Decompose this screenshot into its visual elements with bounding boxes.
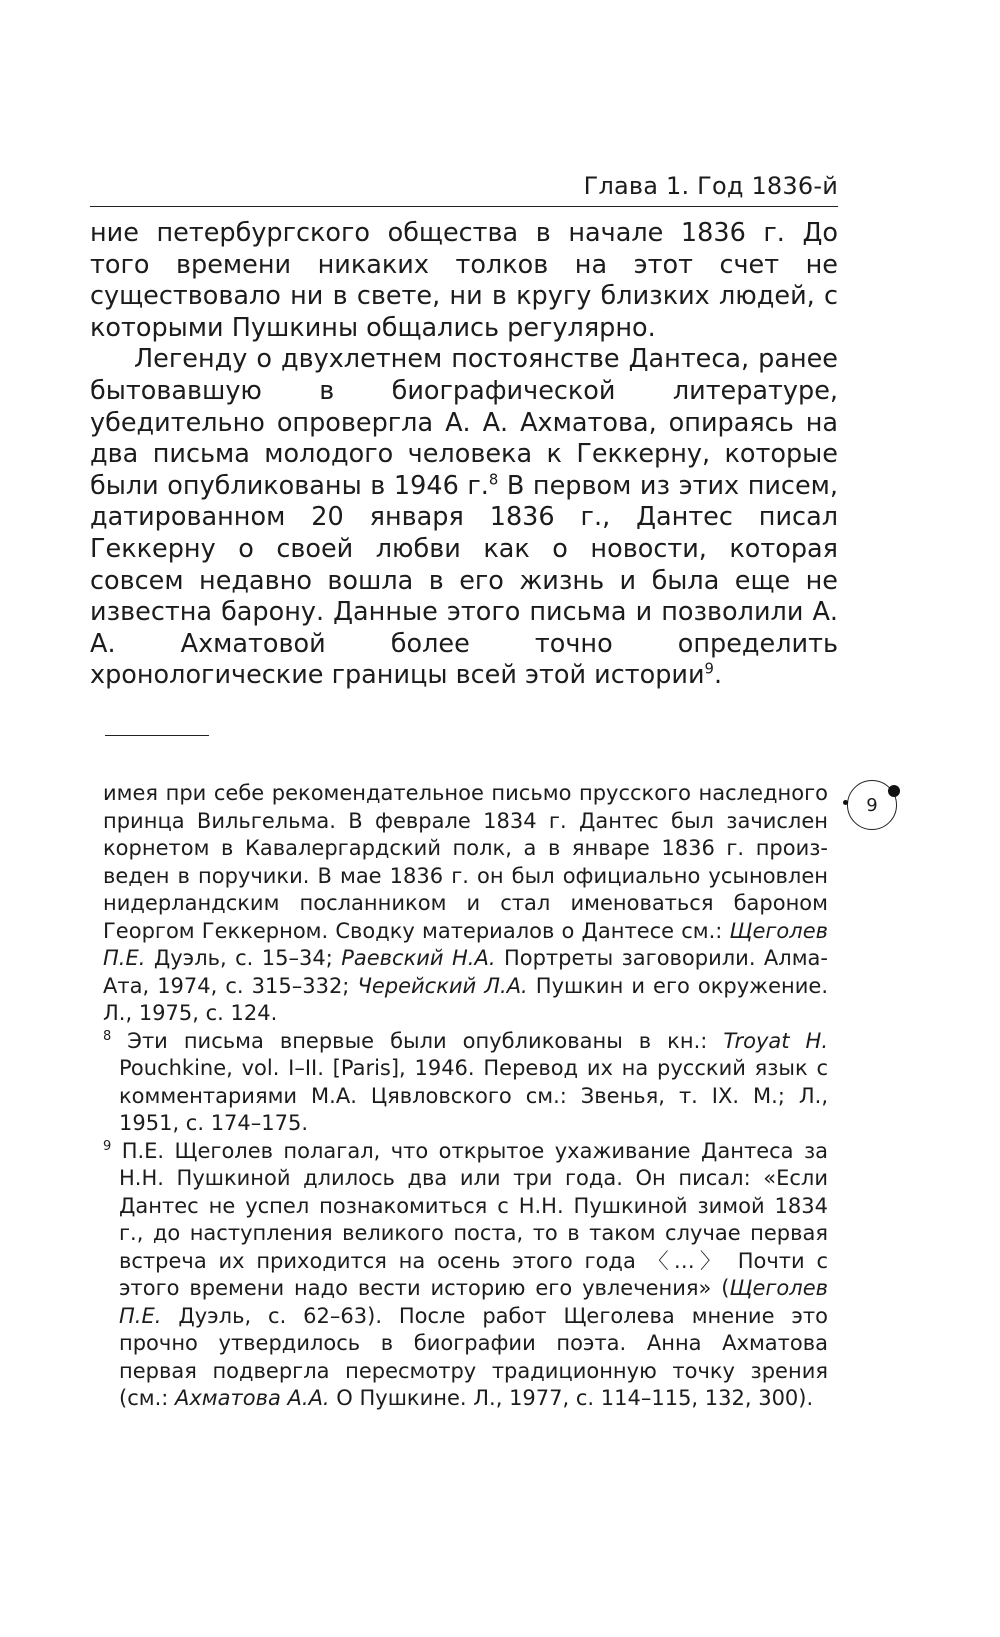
author-name: Раевский Н.А.	[341, 946, 496, 970]
text-run: Дуэль, с. 15–34;	[145, 946, 342, 970]
page-number: 9	[866, 794, 878, 816]
running-header	[90, 170, 838, 207]
text-run: Пушкин и его окружение. Л., 1975, с. 124.	[103, 973, 828, 1025]
text-run: Портреты заговорили. Алма-Ата, 1974, с. 315–332;	[103, 946, 829, 998]
footnote-ref: 9	[704, 660, 714, 678]
footnote-divider	[105, 735, 209, 736]
text-run: П.Е. Щеголев полагал, что открытое ухаживание Дантеса за Н.Н. Пушкиной длилось два или три года. Он писал: «Если Дантес не успел познакомиться с Н.Н. Пушкиной зимой 1834 г., до наступления великого поста, то в таком случае первая встреча их приходится на осень этого года 〈…〉 Почти с этого времени надо вести историю его увлечения» (	[111, 1138, 828, 1300]
footnote-number: 9	[103, 1138, 112, 1154]
text-run: О Пушкине. Л., 1977, с. 114–115, 132, 300).	[329, 1386, 814, 1410]
author-name: Ахматова А.А.	[175, 1386, 330, 1410]
page-badge-dot-icon	[843, 800, 848, 805]
page-badge-dot-icon	[888, 785, 900, 797]
text-run: Pouchkine, vol. I–II. [Paris], 1946. Перевод их на русский язык с комментариями М.А. Цявловского см.: Звенья, т. IX. М.; Л., 1951, с. 174–175.	[119, 1056, 828, 1135]
author-name: Щеголев П.Е.	[119, 1276, 828, 1328]
footnote-number: 8	[103, 1028, 112, 1044]
paragraph	[90, 218, 838, 344]
paragraph	[90, 344, 838, 692]
running-title: Глава 1. Год 1836-й	[583, 172, 838, 200]
text-run: Дуэль, с. 62–63). После работ Щеголева мнение это прочно утвердилось в биографии поэта. Анна Ахматова первая подвергла пересмотру традиционную точку зрения (см.:	[119, 1303, 828, 1410]
text-run: имея при себе рекомендательное письмо прусского наследного принца Вильгельма. В феврале 1834 г. Дантес был зачислен корнетом в Кавалергардский полк, а в январе 1836 г. произведен в поручики. В мае 1836 г. он был официально усыновлен нидерландским посланником и стал именоваться бароном Георгом Геккерном. Сводку материалов о Дантесе см.:	[103, 781, 828, 943]
text-run: Эти письма впервые были опубликованы в кн.:	[111, 1028, 724, 1053]
footnote-9	[103, 1138, 828, 1413]
author-name: Щеголев П.Е.	[103, 918, 828, 970]
text-run: .	[713, 660, 723, 691]
author-name: Черейский Л.А.	[357, 973, 528, 998]
main-text	[90, 218, 838, 692]
footnote-ref: 8	[488, 471, 499, 489]
footnote-continuation	[103, 780, 828, 1028]
footnotes	[103, 780, 828, 1413]
text-run: ние петербургского общества в начале 1836 г. До того времени никаких толков на этот счет не существовало ни в свете, ни в кругу близких людей, с которыми Пушкины общались регулярно.	[90, 218, 838, 343]
text-run: Легенду о двухлетнем постоянстве Дантеса, ранее бытовавшую в биографической литературе, убедительно опровергла А. А. Ахматова, опираясь на два письма молодого человека к Геккерну, которые были опубликованы в 1946 г.	[90, 344, 838, 501]
author-name: Troyat H.	[723, 1028, 829, 1053]
footnote-8	[103, 1028, 828, 1138]
text-run: В первом из этих писем, датированном 20 января 1836 г., Дантес писал Геккерну о своей любви как о новости, которая совсем недавно вошла в его жизнь и была еще не известна барону. Данные этого письма и позволили А. А. Ахматовой более точно определить хронологические границы всей этой истории	[90, 470, 838, 691]
